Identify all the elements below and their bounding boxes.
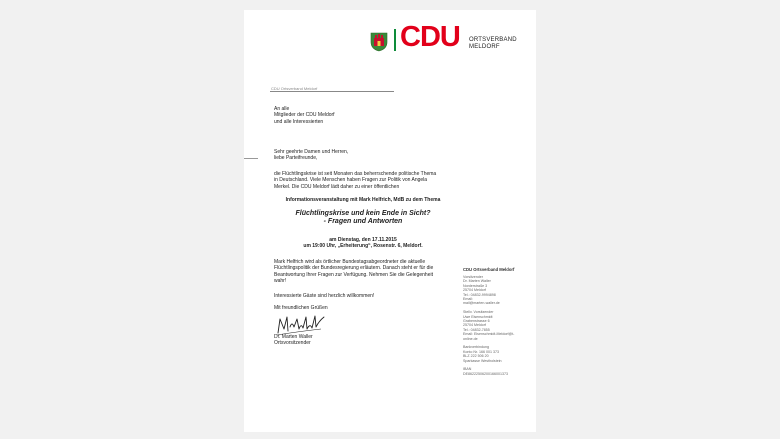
sidebar-line: Sparkasse Westholstein [463, 358, 502, 363]
sender-rule [270, 91, 394, 92]
org-line-1: ORTSVERBAND [469, 37, 517, 43]
sidebar-line: Bankverbindung [463, 345, 489, 350]
event-date: am Dienstag, den 17.11.2015 [329, 237, 397, 243]
closing-text: Mit freundlichen Grüßen [274, 305, 328, 311]
sidebar-title: CDU Ortsverband Meldorf [463, 267, 515, 272]
event-time-location: um 19:00 Uhr, „Erheiterung“, Rosenstr. 6, Meldorf. [303, 243, 423, 250]
sidebar-line: IBAN [463, 367, 472, 372]
sidebar-line: Tel.: 04832-7855 [463, 327, 490, 332]
sidebar-line: Email: Eisenschmidt-Meldorf@t- [463, 332, 515, 337]
letter-page [244, 10, 536, 432]
sidebar-line: Dr. Marten Waller [463, 279, 491, 284]
body-paragraph [274, 259, 452, 284]
sidebar-contact [463, 275, 514, 376]
sender-line: CDU Ortsverband Meldorf [271, 86, 318, 91]
signer-name: Dr. Marten Waller [274, 334, 313, 340]
salutation-block [274, 149, 348, 162]
recipient-block [274, 106, 335, 125]
sidebar-line: Email: [463, 297, 473, 302]
event-title: Informationsveranstaltung mit Mark Helfrich, MdB zu dem Thema [285, 197, 441, 203]
intro-line: in Deutschland. Viele Menschen haben Fragen zur Politik von Angela [274, 177, 428, 184]
signer-role: Ortsvorsitzender [274, 340, 311, 347]
org-label [469, 37, 517, 51]
sidebar-line: Konto Nr. 166 001 373 [463, 349, 499, 354]
event-details [274, 237, 452, 250]
sidebar-line: Stellv. Vorsitzender [463, 310, 494, 315]
sidebar-line: 25704 Meldorf [463, 323, 486, 328]
salutation-line: Sehr geehrte Damen und Herren, [274, 149, 349, 155]
signer-block [274, 334, 313, 347]
body-line: Flüchtlingspolitik der Bundesregierung erläutern. Danach steht er für die [274, 265, 434, 272]
sidebar-line: Vorsitzender [463, 275, 483, 279]
brand-divider [394, 29, 396, 51]
sidebar-line: DE86222506200166001373 [463, 371, 508, 376]
sidebar-line: Uwe Eisenschmidt [463, 314, 493, 319]
body-line: Mark Helfrich wird als örtlicher Bundestagsabgeordneter die aktuelle [274, 259, 426, 265]
sidebar-line: Grabenstrasse 6 [463, 319, 490, 324]
cdu-logo: CDU [400, 21, 460, 53]
body-line: wahr! [274, 277, 287, 284]
org-line-2: MELDORF [469, 44, 500, 50]
body-line: Beantwortung Ihrer Fragen zur Verfügung. Nehmen Sie die Gelegenheit [274, 271, 433, 278]
topic-line-2: - Fragen und Antworten [323, 218, 403, 225]
recipient-line: An alle [274, 106, 290, 112]
coat-of-arms-icon [370, 30, 388, 52]
sidebar-line: mail@marten-waller.de [463, 301, 500, 306]
welcome-text: Interessierte Gäste sind herzlich willkommen! [274, 293, 375, 299]
sidebar-line: online.de [463, 336, 478, 341]
topic-heading [274, 210, 452, 226]
salutation-line: liebe Parteifreunde, [274, 155, 318, 162]
recipient-line: und alle Interessierten [274, 118, 324, 125]
sidebar-line: BLZ 222 506 20 [463, 354, 489, 359]
topic-line-1: Flüchtlingskrise und kein Ende in Sicht? [295, 210, 431, 217]
intro-line: die Flüchtlingskrise ist seit Monaten das beherrschende politische Thema [274, 171, 437, 177]
recipient-line: Mitglieder der CDU Meldorf [274, 112, 335, 119]
intro-line: Merkel. Die CDU Meldorf lädt daher zu einer öffentlichen [274, 183, 400, 190]
sidebar-line: Norderstraße 3 [463, 283, 488, 288]
intro-paragraph [274, 171, 452, 190]
sidebar-line: Tel.: 04832-9994898 [463, 292, 496, 297]
sidebar-line: 25704 Meldorf [463, 288, 486, 293]
fold-mark [244, 158, 258, 159]
